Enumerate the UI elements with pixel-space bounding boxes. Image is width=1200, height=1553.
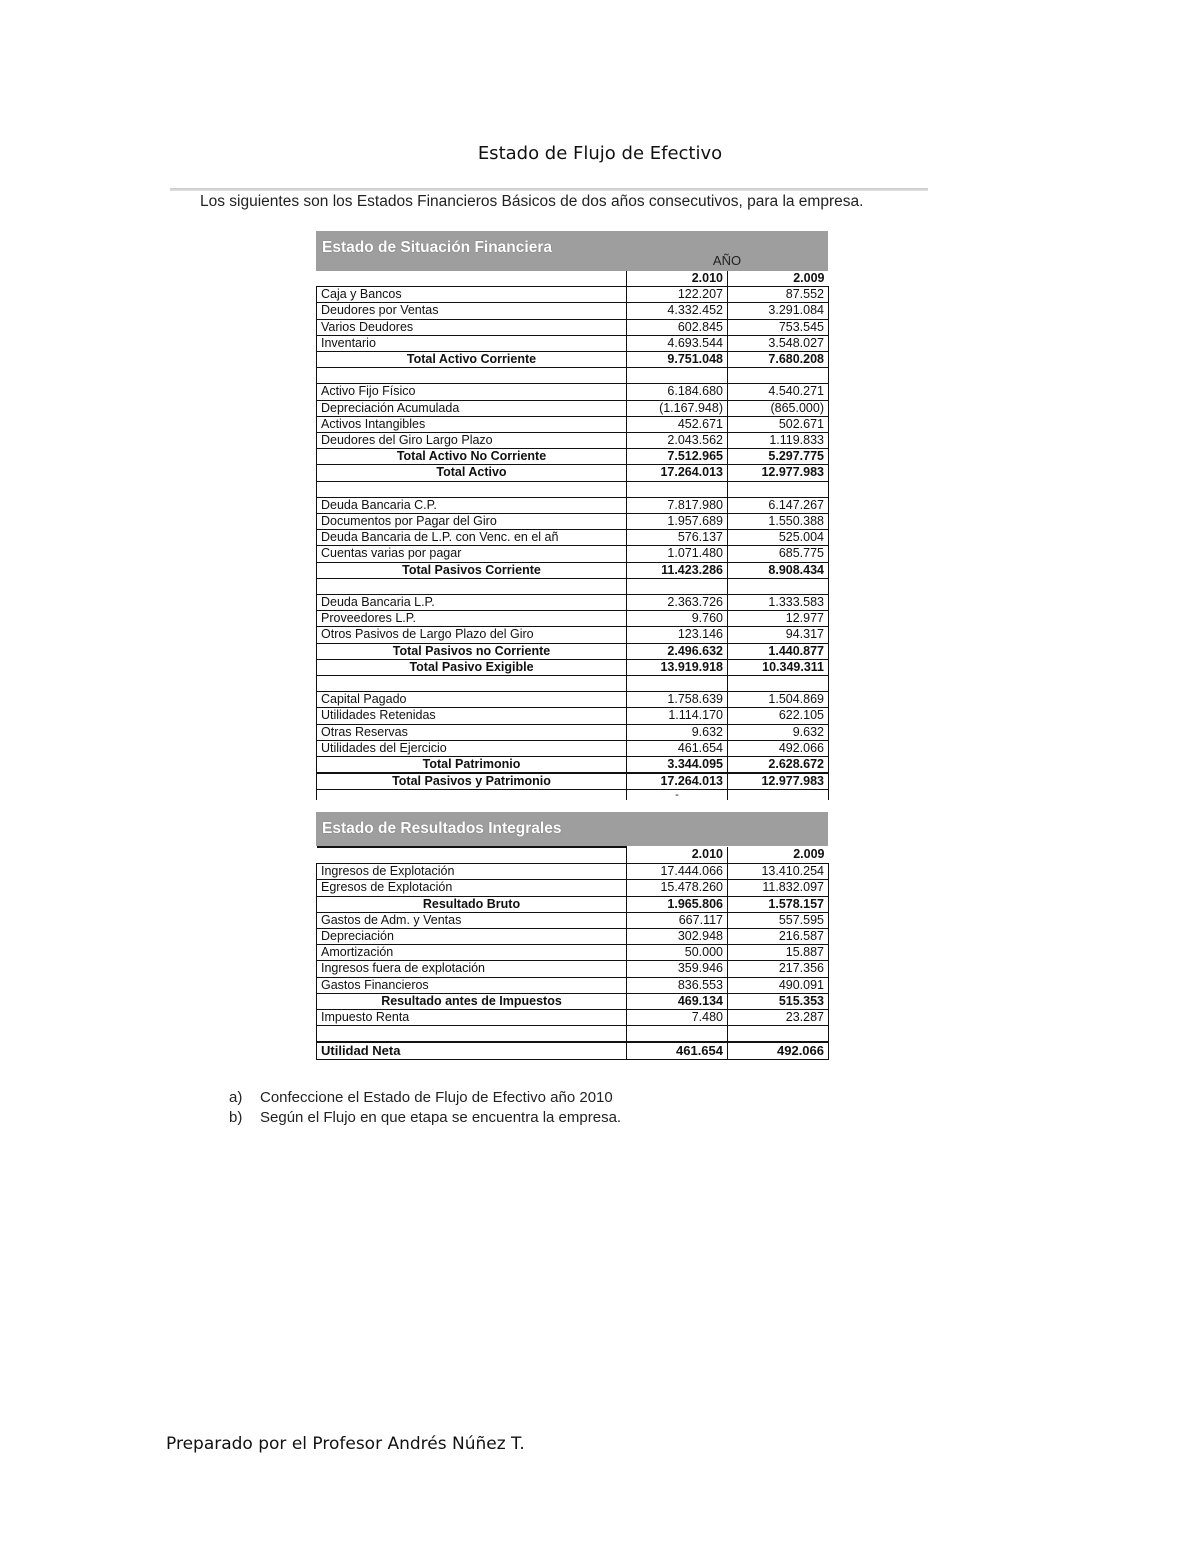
row-label: Ingresos de Explotación bbox=[317, 864, 627, 880]
value-2009 bbox=[728, 481, 829, 497]
row-label: Deudores por Ventas bbox=[317, 303, 627, 319]
value-2010: 4.693.544 bbox=[627, 335, 728, 351]
table-row bbox=[317, 912, 829, 928]
value-2010: 7.817.980 bbox=[627, 497, 728, 513]
value-2009: 6.147.267 bbox=[728, 497, 829, 513]
table-row bbox=[317, 961, 829, 977]
row-label: Capital Pagado bbox=[317, 692, 627, 708]
table-row bbox=[317, 708, 829, 724]
year-row bbox=[317, 271, 829, 287]
value-2009: 23.287 bbox=[728, 1010, 829, 1026]
row-label bbox=[317, 676, 627, 692]
value-2009: 7.680.208 bbox=[728, 352, 829, 368]
income-statement-grid bbox=[316, 846, 829, 1060]
balance-sheet-grid bbox=[316, 271, 829, 800]
value-2009: 1.550.388 bbox=[728, 514, 829, 530]
value-2010: 836.553 bbox=[627, 977, 728, 993]
value-2010: 576.137 bbox=[627, 530, 728, 546]
questions-list bbox=[229, 1088, 621, 1128]
value-2009: (865.000) bbox=[728, 400, 829, 416]
value-2010 bbox=[627, 368, 728, 384]
header-divider bbox=[170, 188, 928, 191]
value-2009: 4.540.271 bbox=[728, 384, 829, 400]
total-row bbox=[317, 449, 829, 465]
value-2009: 13.410.254 bbox=[728, 864, 829, 880]
value-2009: 1.119.833 bbox=[728, 433, 829, 449]
value-2010 bbox=[627, 578, 728, 594]
table-row bbox=[317, 514, 829, 530]
table-row bbox=[317, 319, 829, 335]
value-2009: 12.977.983 bbox=[728, 773, 829, 790]
row-label: Depreciación Acumulada bbox=[317, 400, 627, 416]
value-2010: 17.264.013 bbox=[627, 773, 728, 790]
table-row bbox=[317, 929, 829, 945]
value-2009: 492.066 bbox=[728, 740, 829, 756]
value-2009: 9.632 bbox=[728, 724, 829, 740]
table-row bbox=[317, 497, 829, 513]
total-row bbox=[317, 1042, 829, 1059]
total-row bbox=[317, 643, 829, 659]
year-row bbox=[317, 847, 829, 864]
row-label: Egresos de Explotación bbox=[317, 880, 627, 896]
row-label: Otros Pasivos de Largo Plazo del Giro bbox=[317, 627, 627, 643]
value-2010: 1.114.170 bbox=[627, 708, 728, 724]
row-label bbox=[317, 481, 627, 497]
question-letter: a) bbox=[229, 1089, 243, 1106]
value-2010: 667.117 bbox=[627, 912, 728, 928]
value-2009: 10.349.311 bbox=[728, 659, 829, 675]
row-label: Activos Intangibles bbox=[317, 416, 627, 432]
value-2009 bbox=[728, 676, 829, 692]
total-row bbox=[317, 562, 829, 578]
value-2010: 1.071.480 bbox=[627, 546, 728, 562]
value-2010: 3.344.095 bbox=[627, 757, 728, 774]
question-a bbox=[229, 1088, 621, 1108]
row-label: Proveedores L.P. bbox=[317, 611, 627, 627]
value-2009: 1.578.157 bbox=[728, 896, 829, 912]
spacer-row bbox=[317, 676, 829, 692]
value-2009: 515.353 bbox=[728, 993, 829, 1009]
row-label: Documentos por Pagar del Giro bbox=[317, 514, 627, 530]
total-row bbox=[317, 773, 829, 790]
row-label: Gastos de Adm. y Ventas bbox=[317, 912, 627, 928]
row-label: Utilidades Retenidas bbox=[317, 708, 627, 724]
question-text: Confeccione el Estado de Flujo de Efectivo año 2010 bbox=[260, 1089, 613, 1106]
value-2009: 502.671 bbox=[728, 416, 829, 432]
value-2009: 1.440.877 bbox=[728, 643, 829, 659]
table-row bbox=[317, 530, 829, 546]
value-2010: 122.207 bbox=[627, 287, 728, 303]
table-row bbox=[317, 384, 829, 400]
value-2009: 753.545 bbox=[728, 319, 829, 335]
spacer-row bbox=[317, 368, 829, 384]
value-2009 bbox=[728, 1026, 829, 1043]
value-2010: 359.946 bbox=[627, 961, 728, 977]
value-2010: 2.496.632 bbox=[627, 643, 728, 659]
row-label: Cuentas varias por pagar bbox=[317, 546, 627, 562]
value-2010 bbox=[627, 1026, 728, 1043]
footer-author: Preparado por el Profesor Andrés Núñez T. bbox=[166, 1434, 525, 1454]
value-2009: 216.587 bbox=[728, 929, 829, 945]
row-label: Activo Fijo Físico bbox=[317, 384, 627, 400]
value-2010: 11.423.286 bbox=[627, 562, 728, 578]
value-2009 bbox=[728, 790, 829, 801]
year-2009: 2.009 bbox=[728, 847, 829, 864]
total-row bbox=[317, 659, 829, 675]
row-label: Resultado Bruto bbox=[317, 896, 627, 912]
table-row bbox=[317, 335, 829, 351]
year-2010: 2.010 bbox=[627, 271, 728, 287]
value-2009: 217.356 bbox=[728, 961, 829, 977]
row-label: Deuda Bancaria L.P. bbox=[317, 595, 627, 611]
value-2009: 3.291.084 bbox=[728, 303, 829, 319]
value-2010: 1.758.639 bbox=[627, 692, 728, 708]
income-statement-header bbox=[316, 812, 828, 846]
value-2010: 9.632 bbox=[627, 724, 728, 740]
row-label: Impuesto Renta bbox=[317, 1010, 627, 1026]
value-2009: 557.595 bbox=[728, 912, 829, 928]
total-row bbox=[317, 352, 829, 368]
question-letter: b) bbox=[229, 1109, 243, 1126]
value-2010: 2.363.726 bbox=[627, 595, 728, 611]
value-2010: 1.965.806 bbox=[627, 896, 728, 912]
table-row bbox=[317, 303, 829, 319]
row-label: Total Patrimonio bbox=[317, 757, 627, 774]
value-2010: 7.480 bbox=[627, 1010, 728, 1026]
table-row bbox=[317, 724, 829, 740]
value-2010 bbox=[627, 676, 728, 692]
row-label: Deudores del Giro Largo Plazo bbox=[317, 433, 627, 449]
value-2009: 492.066 bbox=[728, 1042, 829, 1059]
value-2010: 123.146 bbox=[627, 627, 728, 643]
row-label: Resultado antes de Impuestos bbox=[317, 993, 627, 1009]
table-row bbox=[317, 880, 829, 896]
value-2009: 2.628.672 bbox=[728, 757, 829, 774]
document-title: Estado de Flujo de Efectivo bbox=[477, 143, 723, 164]
row-label: Otras Reservas bbox=[317, 724, 627, 740]
value-2010: 9.760 bbox=[627, 611, 728, 627]
question-text: Según el Flujo en que etapa se encuentra la empresa. bbox=[260, 1109, 622, 1126]
table-row bbox=[317, 287, 829, 303]
table-row bbox=[317, 864, 829, 880]
spacer-row bbox=[317, 578, 829, 594]
value-2009: 94.317 bbox=[728, 627, 829, 643]
table-row bbox=[317, 627, 829, 643]
value-2009: 15.887 bbox=[728, 945, 829, 961]
value-2009: 12.977 bbox=[728, 611, 829, 627]
value-2010: 469.134 bbox=[627, 993, 728, 1009]
value-2009: 87.552 bbox=[728, 287, 829, 303]
total-row bbox=[317, 465, 829, 481]
value-2009: 11.832.097 bbox=[728, 880, 829, 896]
value-2009: 3.548.027 bbox=[728, 335, 829, 351]
value-2010: 1.957.689 bbox=[627, 514, 728, 530]
spacer-row bbox=[317, 790, 829, 801]
table-row bbox=[317, 595, 829, 611]
value-2009: 12.977.983 bbox=[728, 465, 829, 481]
intro-text: Los siguientes son los Estados Financieros Básicos de dos años consecutivos, para la empresa. bbox=[200, 193, 864, 210]
row-label: Gastos Financieros bbox=[317, 977, 627, 993]
value-2010: 17.444.066 bbox=[627, 864, 728, 880]
row-label bbox=[317, 790, 627, 801]
table-row bbox=[317, 1010, 829, 1026]
row-label: Total Activo bbox=[317, 465, 627, 481]
row-label: Total Activo Corriente bbox=[317, 352, 627, 368]
value-2010: 7.512.965 bbox=[627, 449, 728, 465]
table-row bbox=[317, 977, 829, 993]
value-2010: 15.478.260 bbox=[627, 880, 728, 896]
row-label: Ingresos fuera de explotación bbox=[317, 961, 627, 977]
value-2010: (1.167.948) bbox=[627, 400, 728, 416]
row-label: Total Pasivos no Corriente bbox=[317, 643, 627, 659]
table-row bbox=[317, 692, 829, 708]
value-2010: 302.948 bbox=[627, 929, 728, 945]
table-row bbox=[317, 400, 829, 416]
value-2009: 1.504.869 bbox=[728, 692, 829, 708]
table-row bbox=[317, 740, 829, 756]
year-header: AÑO bbox=[712, 253, 742, 268]
spacer-row bbox=[317, 1026, 829, 1043]
row-label: Caja y Bancos bbox=[317, 287, 627, 303]
value-2010: 4.332.452 bbox=[627, 303, 728, 319]
value-2010: 452.671 bbox=[627, 416, 728, 432]
row-label: Inventario bbox=[317, 335, 627, 351]
row-label: Amortización bbox=[317, 945, 627, 961]
value-2010: 6.184.680 bbox=[627, 384, 728, 400]
value-2010: - bbox=[627, 790, 728, 801]
year-2010: 2.010 bbox=[627, 847, 728, 864]
total-row bbox=[317, 896, 829, 912]
value-2009: 525.004 bbox=[728, 530, 829, 546]
value-2009 bbox=[728, 578, 829, 594]
table-row bbox=[317, 433, 829, 449]
value-2009: 490.091 bbox=[728, 977, 829, 993]
table-row bbox=[317, 416, 829, 432]
row-label bbox=[317, 1026, 627, 1043]
row-label: Deuda Bancaria de L.P. con Venc. en el añ bbox=[317, 530, 627, 546]
row-label: Depreciación bbox=[317, 929, 627, 945]
income-statement-title: Estado de Resultados Integrales bbox=[322, 820, 562, 837]
table-row bbox=[317, 611, 829, 627]
row-label bbox=[317, 578, 627, 594]
value-2010: 461.654 bbox=[627, 740, 728, 756]
row-label: Total Pasivo Exigible bbox=[317, 659, 627, 675]
year-2009: 2.009 bbox=[728, 271, 829, 287]
value-2010: 13.919.918 bbox=[627, 659, 728, 675]
value-2009: 622.105 bbox=[728, 708, 829, 724]
value-2009 bbox=[728, 368, 829, 384]
balance-sheet-table bbox=[316, 231, 828, 800]
value-2010: 9.751.048 bbox=[627, 352, 728, 368]
value-2009: 1.333.583 bbox=[728, 595, 829, 611]
table-row bbox=[317, 945, 829, 961]
question-b bbox=[229, 1108, 621, 1128]
total-row bbox=[317, 757, 829, 774]
value-2010 bbox=[627, 481, 728, 497]
value-2010: 2.043.562 bbox=[627, 433, 728, 449]
value-2010: 17.264.013 bbox=[627, 465, 728, 481]
row-label: Total Pasivos Corriente bbox=[317, 562, 627, 578]
row-label: Deuda Bancaria C.P. bbox=[317, 497, 627, 513]
income-statement-table bbox=[316, 812, 828, 1060]
spacer-row bbox=[317, 481, 829, 497]
row-label: Varios Deudores bbox=[317, 319, 627, 335]
balance-sheet-title: Estado de Situación Financiera bbox=[322, 239, 624, 273]
value-2009: 8.908.434 bbox=[728, 562, 829, 578]
row-label: Utilidades del Ejercicio bbox=[317, 740, 627, 756]
value-2010: 50.000 bbox=[627, 945, 728, 961]
balance-sheet-header bbox=[316, 231, 828, 271]
value-2010: 602.845 bbox=[627, 319, 728, 335]
value-2009: 5.297.775 bbox=[728, 449, 829, 465]
value-2009: 685.775 bbox=[728, 546, 829, 562]
row-label: Total Activo No Corriente bbox=[317, 449, 627, 465]
total-row bbox=[317, 993, 829, 1009]
table-row bbox=[317, 546, 829, 562]
row-label: Total Pasivos y Patrimonio bbox=[317, 773, 627, 790]
row-label bbox=[317, 368, 627, 384]
row-label: Utilidad Neta bbox=[317, 1042, 627, 1059]
value-2010: 461.654 bbox=[627, 1042, 728, 1059]
